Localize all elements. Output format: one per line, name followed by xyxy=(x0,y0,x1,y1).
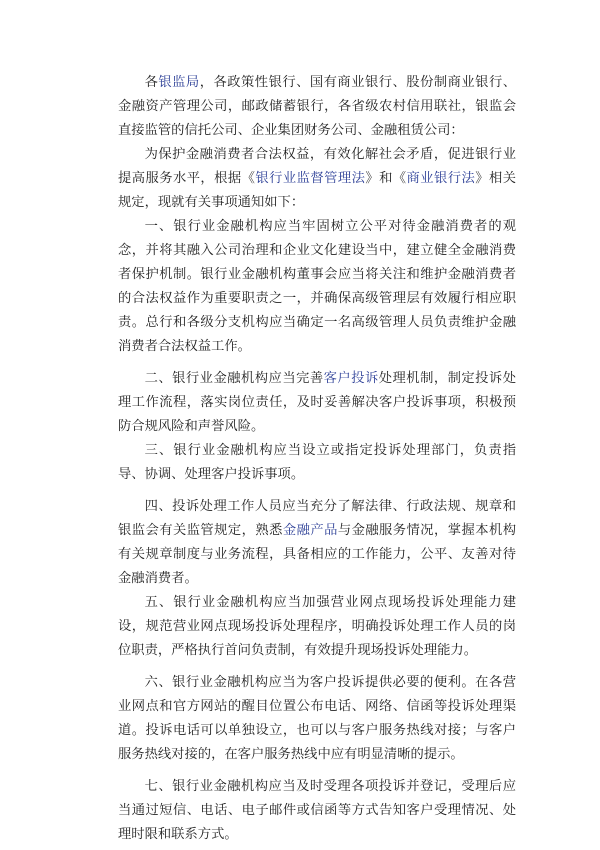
salutation-paragraph xyxy=(118,71,516,143)
link-commercial-bank-law[interactable]: 商业银行法 xyxy=(406,171,476,186)
link-financial-products[interactable]: 金融产品 xyxy=(282,523,338,538)
salutation-pre: 各 xyxy=(144,75,159,90)
item-6-paragraph: 六、银行业金融机构应当为客户投诉提供必要的便利。在各营业网点和官方网站的醒目位置公布电话、网络、信函等投诉处理渠道。投诉电话可以单独设立，也可以与客户服务热线对接；与客户服务热线对接的，在客户服务热线中应有明显清晰的提示。 xyxy=(118,675,516,762)
link-banking-supervision-law[interactable]: 银行业监督管理法 xyxy=(255,171,366,186)
item-4-post: 与金融服务情况，掌握本机构有关规章制度与业务流程，具备相应的工作能力，公平、友善对待金融消费者。 xyxy=(118,523,517,586)
intro-paragraph xyxy=(118,143,516,215)
link-customer-complaint[interactable]: 客户投诉 xyxy=(323,371,379,386)
item-7-paragraph: 七、银行业金融机构应当及时受理各项投诉并登记，受理后应当通过短信、电话、电子邮件或信函等方式告知客户受理情况、处理时限和联系方式。 xyxy=(118,779,516,842)
item-2-pre: 二、银行业金融机构应当完善 xyxy=(144,371,324,386)
item-2-post: 处理机制，制定投诉处理工作流程，落实岗位责任，及时妥善解决客户投诉事项，积极预防合规风险和声誉风险。 xyxy=(118,371,517,434)
intro-pre: 为保护金融消费者合法权益，有效化解社会矛盾，促进银行业提高服务水平，根据《 xyxy=(118,147,516,186)
item-3-paragraph: 三、银行业金融机构应当设立或指定投诉处理部门，负责指导、协调、处理客户投诉事项。 xyxy=(118,443,516,482)
item-2-paragraph xyxy=(118,367,516,439)
item-5-paragraph: 五、银行业金融机构应当加强营业网点现场投诉处理能力建设，规范营业网点现场投诉处理程序，明确投诉处理工作人员的岗位职责，严格执行首问负责制，有效提升现场投诉处理能力。 xyxy=(118,595,516,658)
intro-mid: 》和《 xyxy=(365,171,407,186)
salutation-post: ，各政策性银行、国有商业银行、股份制商业银行、金融资产管理公司，邮政储蓄银行，各省级农村信用联社，银监会直接监管的信托公司、企业集团财务公司、金融租赁公司： xyxy=(118,75,517,138)
item-4-paragraph xyxy=(118,495,516,591)
item-4-pre: 四、投诉处理工作人员应当充分了解法律、行政法规、规章和银监会有关监管规定，熟悉 xyxy=(118,499,516,538)
item-1-paragraph: 一、银行业金融机构应当牢固树立公平对待金融消费者的观念，并将其融入公司治理和企业文化建设当中，建立健全金融消费者保护机制。银行业金融机构董事会应当将关注和维护金融消费者的合法权益作为重要职责之一，并确保高级管理层有效履行相应职责。总行和各级分支机构应当确定一名高级管理人员负责维护金融消费者合法权益工作。 xyxy=(118,219,516,354)
link-cbrc-bureau[interactable]: 银监局 xyxy=(158,75,200,90)
notice-body xyxy=(118,71,516,847)
intro-post: 》相关规定，现就有关事项通知如下： xyxy=(118,171,517,210)
